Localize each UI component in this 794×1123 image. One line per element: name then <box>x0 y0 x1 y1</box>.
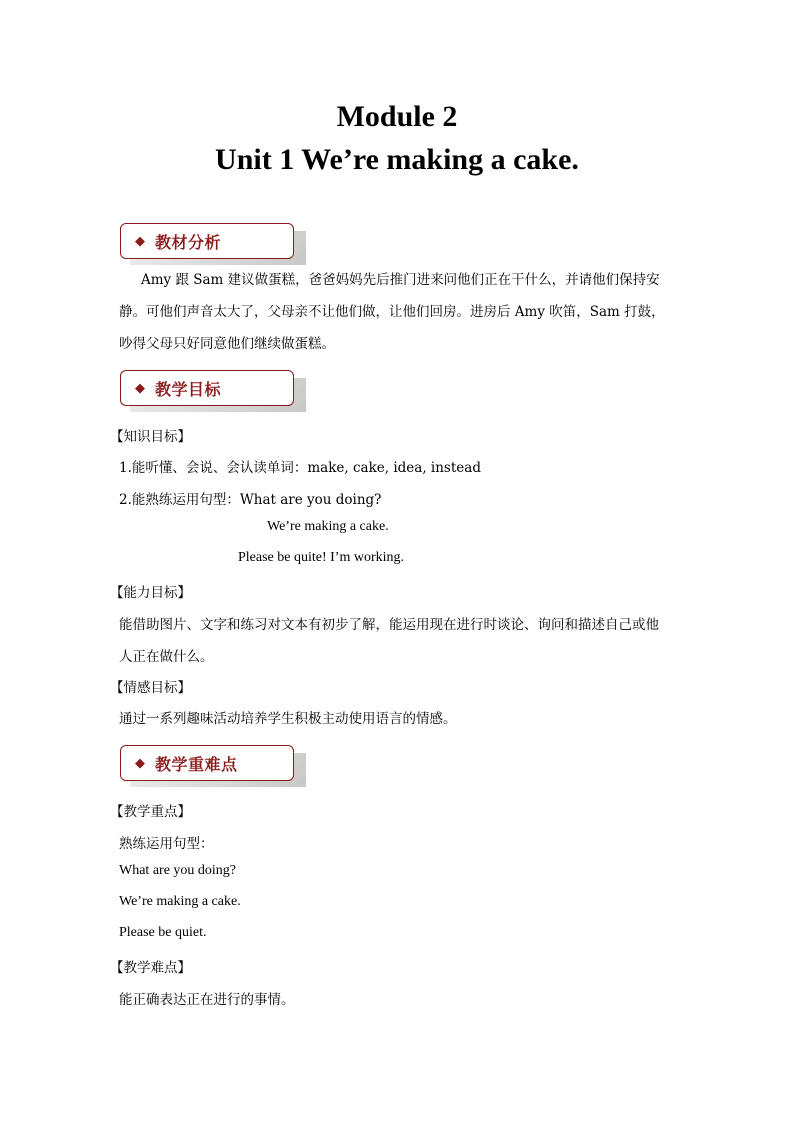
paragraph-line: 静。可他们声音太大了，父母亲不让他们做，让他们回房。进房后 Amy 吹笛，Sam 打鼓， <box>119 304 665 320</box>
paragraph-line: 吵得父母只好同意他们继续做蛋糕。 <box>119 336 335 352</box>
paragraph-line: Amy 跟 Sam 建议做蛋糕，爸爸妈妈先后推门进来问他们正在干什么，并请他们保持安 <box>141 272 660 288</box>
diamond-bullet-icon: ◆ <box>135 380 145 396</box>
section-heading-analysis <box>120 223 306 267</box>
section-heading-label: 教学目标 <box>155 379 222 399</box>
paragraph-line: 熟练运用句型： <box>119 836 214 852</box>
objective-item: 2.能熟练运用句型：What are you doing? <box>119 492 382 508</box>
title-line-2: Unit 1 We’re making a cake. <box>215 143 579 176</box>
objective-item: 1.能听懂、会说、会认读单词：make, cake, idea, instead <box>119 460 481 476</box>
diamond-bullet-icon: ◆ <box>135 233 145 249</box>
sentence-pattern: We’re making a cake. <box>267 519 389 534</box>
diamond-bullet-icon: ◆ <box>135 755 145 771</box>
paragraph-line: 能正确表达正在进行的事情。 <box>119 992 295 1008</box>
sentence-pattern: We’re making a cake. <box>119 894 241 909</box>
section-heading-label: 教材分析 <box>155 232 222 252</box>
section-heading-label: 教学重难点 <box>155 754 238 774</box>
key-label: 【教学重点】 <box>110 804 191 820</box>
paragraph-line: 能借助图片、文字和练习对文本有初步了解，能运用现在进行时谈论、询问和描述自己或他 <box>119 617 659 633</box>
difficult-label: 【教学难点】 <box>110 960 191 976</box>
sentence-pattern: Please be quite! I’m working. <box>238 550 405 565</box>
paragraph-line: 人正在做什么。 <box>119 649 214 665</box>
sentence-pattern: What are you doing? <box>119 863 237 878</box>
paragraph-line: 通过一系列趣味活动培养学生积极主动使用语言的情感。 <box>119 711 457 727</box>
ability-label: 【能力目标】 <box>110 585 191 601</box>
section-heading-objectives <box>120 370 306 414</box>
emotion-label: 【情感目标】 <box>110 680 191 696</box>
sentence-pattern: Please be quiet. <box>119 925 207 940</box>
knowledge-label: 【知识目标】 <box>110 429 191 445</box>
title-line-1: Module 2 <box>336 100 458 133</box>
section-heading-key-points <box>120 745 306 789</box>
